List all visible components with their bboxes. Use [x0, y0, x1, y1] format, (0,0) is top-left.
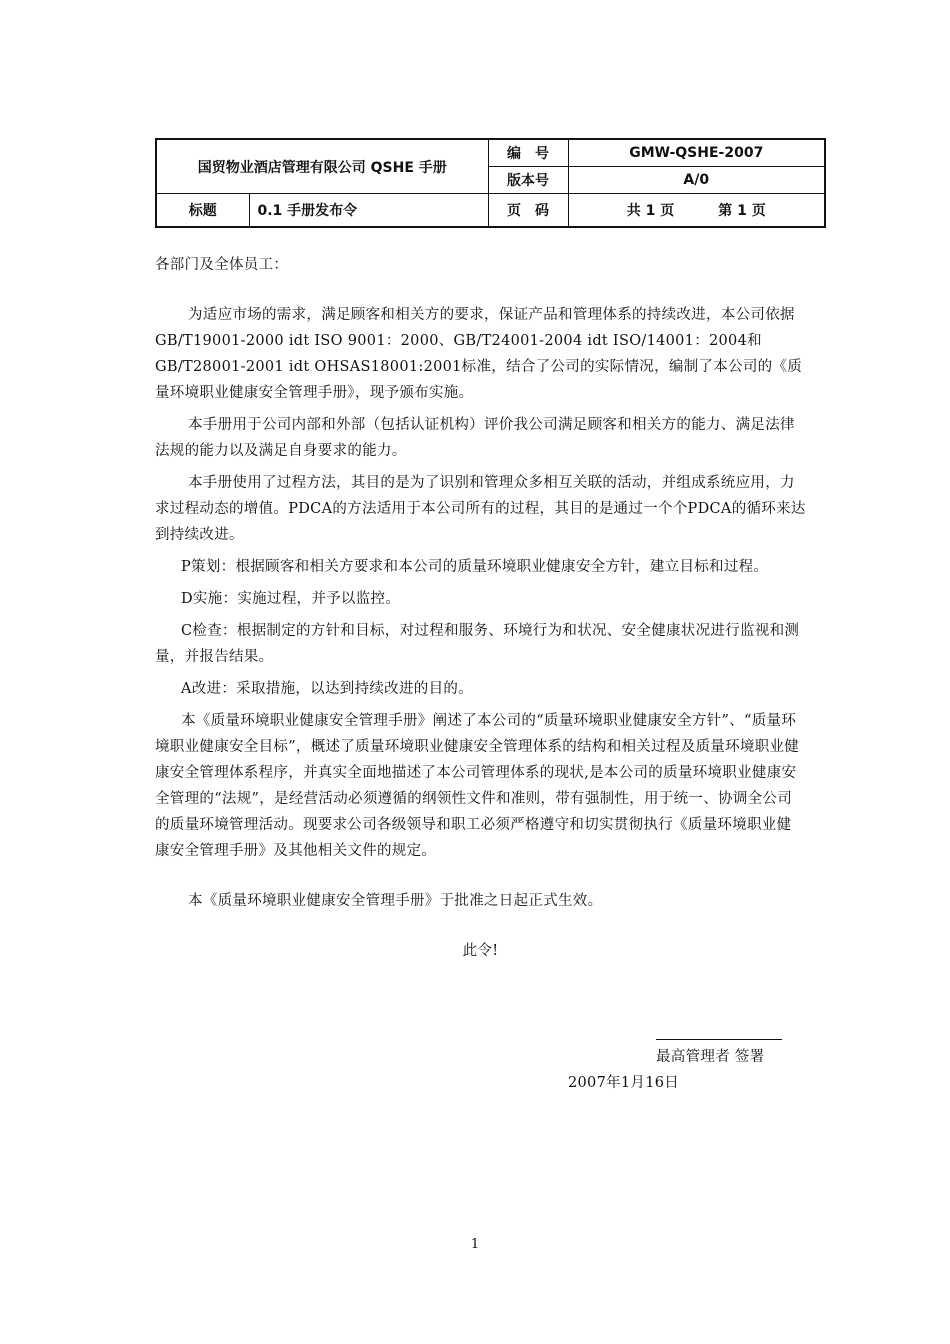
version-value: A/0 — [568, 167, 825, 194]
paragraph-process-method: 本手册使用了过程方法，其目的是为了识别和管理众多相互关联的活动，并组成系统应用，力求过程动态的增值。PDCA的方法适用于本公司所有的过程，其目的是通过一个个PDCA的循环来达到持续改进。 — [155, 475, 806, 543]
company-title: 国贸物业酒店管理有限公司 QSHE 手册 — [156, 139, 488, 194]
signer: 最高管理者 签署 — [656, 1049, 765, 1065]
title-value: 0.1 手册发布令 — [249, 194, 488, 228]
paragraph-do: D实施：实施过程，并予以监控。 — [181, 591, 401, 607]
paragraph-manual-description: 本《质量环境职业健康安全管理手册》阐述了本公司的“质量环境职业健康安全方针”、“质量环境职业健康安全目标”，概述了质量环境职业健康安全管理体系的结构和相关过程及质量环境职业健康安全管理体系程序，并真实全面地描述了本公司管理体系的现状,是本公司的质量环境职业健康安全管理的“法规”，是经营活动必须遵循的纲领性文件和准则，带有强制性，用于统一、协调全公司的质量环境管理活动。现要求公司各级领导和职工必须严格遵守和切实贯彻执行《质量环境职业健康安全管理手册》及其他相关文件的规定。 — [155, 713, 800, 859]
closing: 此令! — [462, 943, 499, 959]
code-label: 编 号 — [488, 139, 568, 167]
document-header-table — [155, 138, 826, 228]
paragraph-plan: P策划：根据顾客和相关方要求和本公司的质量环境职业健康安全方针，建立目标和过程。 — [181, 559, 769, 575]
title-label: 标题 — [156, 194, 249, 228]
signature-line — [656, 1039, 782, 1040]
document-body — [155, 252, 806, 964]
paragraph-intro: 为适应市场的需求，满足顾客和相关方的要求，保证产品和管理体系的持续改进，本公司依据GB/T19001-2000 idt ISO 9001：2000、GB/T24001-2004 idt ISO/14001：2004和GB/T28001-2001 idt OHSAS18001:2001标准，结合了公司的实际情况，编制了本公司的《质量环境职业健康安全管理手册》，现予颁布实施。 — [155, 307, 803, 401]
paragraph-effective: 本《质量环境职业健康安全管理手册》于批准之日起正式生效。 — [188, 893, 603, 909]
signature-date: 2007年1月16日 — [568, 1075, 680, 1091]
paragraph-check: C检查：根据制定的方针和目标，对过程和服务、环境行为和状况、安全健康状况进行监视和测量，并报告结果。 — [155, 623, 800, 665]
current-page: 第 1 页 — [718, 203, 766, 219]
paragraph-scope: 本手册用于公司内部和外部（包括认证机构）评价我公司满足顾客和相关方的能力、满足法律法规的能力以及满足自身要求的能力。 — [155, 417, 795, 459]
paragraph-act: A改进：采取措施，以达到持续改进的目的。 — [181, 681, 473, 697]
code-value: GMW-QSHE-2007 — [568, 139, 825, 167]
version-label: 版本号 — [488, 167, 568, 194]
page-number: 1 — [470, 1237, 480, 1252]
page-label: 页 码 — [488, 194, 568, 228]
page-count — [568, 194, 825, 228]
total-pages: 共 1 页 — [626, 203, 675, 219]
salutation: 各部门及全体员工： — [155, 257, 289, 273]
